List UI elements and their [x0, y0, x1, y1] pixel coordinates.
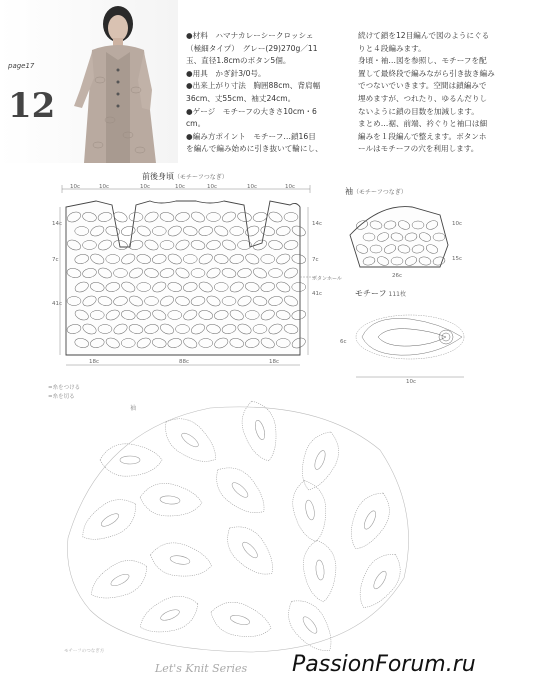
watermark: PassionForum.ru	[292, 652, 476, 677]
chart-motif-center	[229, 614, 250, 627]
chart-motif	[74, 490, 144, 550]
chart-motif-center	[313, 449, 328, 471]
legend-item: =糸を切る	[48, 394, 75, 400]
instruction-line: ●ゲージ モチーフの大きさ10cm・6	[186, 106, 317, 116]
chart-motif	[134, 589, 204, 642]
dimension-label: 18c	[88, 359, 100, 365]
instruction-line: cm。	[186, 119, 206, 129]
dimension-label: 41c	[52, 301, 63, 307]
dimension-label: 18c	[268, 359, 280, 365]
chart-motif	[279, 591, 343, 660]
schematic-diagrams	[0, 165, 539, 395]
chart-motif	[148, 539, 215, 582]
chart-motif	[156, 409, 225, 472]
instruction-line: を編んで編み始めに引き抜いて輪にし、	[186, 144, 323, 154]
dimension-label: 14c	[312, 221, 323, 227]
instruction-line: （極細タイプ） グレー(29)270g／11	[186, 43, 318, 53]
dimension-label: 10c	[452, 221, 463, 227]
chart-outline	[67, 407, 408, 652]
dimension-label: 41c	[312, 291, 323, 297]
dimension-label: 88c	[178, 359, 190, 365]
dimension-label: 26c	[392, 273, 403, 279]
instruction-line: でつないでいきます。空間は鎖編みで	[358, 81, 487, 91]
pattern-number: 12	[8, 86, 56, 126]
chart-motif	[207, 597, 275, 644]
instructions-right-column	[358, 30, 533, 156]
dimension-label: 15c	[452, 256, 463, 262]
button-hole-label: ボタンホール	[312, 276, 342, 282]
dimension-label: 10c	[284, 184, 296, 190]
dimension-label: 10c	[406, 379, 417, 385]
chart-motif-center	[169, 554, 190, 565]
model-photo	[0, 0, 178, 163]
chart-motif	[293, 426, 345, 495]
chart-motif	[207, 458, 275, 524]
chart-caption: モチーフのつなぎ方	[64, 649, 105, 654]
chart-motif-center	[240, 540, 259, 560]
instruction-line: ●出来上がり寸法 胸囲88cm、背肩幅	[186, 81, 321, 91]
dimension-label: 10c	[246, 184, 258, 190]
motif-detail	[356, 315, 464, 359]
instruction-line: りと４段編みます。	[358, 43, 426, 53]
dimension-label: 10c	[174, 184, 186, 190]
instruction-line: 身頃・袖…図を参照し、モチーフを配	[358, 56, 487, 66]
legend-item: =糸をつける	[48, 385, 81, 391]
dimension-label: 6c	[340, 339, 347, 345]
body-motif	[252, 211, 268, 223]
chart-motif-center	[301, 615, 320, 636]
instruction-line: ●材料 ハマナカレーシークロッシェ	[186, 31, 314, 40]
dimension-label: 7c	[52, 257, 59, 263]
instruction-line: 続けて鎖を12目編んで図のようにぐる	[358, 31, 490, 40]
sleeve-diagram-title: 袖（モチーフつなぎ）	[345, 187, 407, 196]
chart-motif	[218, 517, 284, 584]
instruction-line: 編みを１段編んで整えます。ボタンホ	[358, 131, 487, 141]
instruction-line: 36cm、丈55cm、袖丈24cm。	[186, 93, 296, 103]
chart-motif	[139, 481, 204, 519]
dimension-label: 10c	[98, 184, 110, 190]
chart-label: 袖	[130, 405, 137, 412]
chart-motif-center	[99, 511, 120, 528]
chart-motif	[236, 400, 284, 465]
chart-motif-center	[253, 419, 266, 440]
instruction-line: ないように鎖の目数を加減します。	[358, 106, 479, 116]
dimension-label: 10c	[69, 184, 81, 190]
dimension-label: 14c	[52, 221, 63, 227]
instruction-line: ●用具 かぎ針3/0号。	[186, 68, 266, 78]
instruction-line: ●編み方ポイント モチーフ…鎖16目	[186, 131, 316, 141]
chart-motif-center	[315, 560, 325, 581]
chart-motif	[288, 477, 332, 544]
chart-motif-center	[230, 480, 250, 499]
chart-motif-center	[180, 431, 201, 449]
chart-motif-center	[371, 569, 388, 590]
chart-motif-center	[120, 456, 140, 464]
chart-motif	[301, 538, 340, 603]
body-diagram-title: 前後身頃（モチーフつなぎ）	[142, 172, 228, 181]
dimension-label: 10c	[139, 184, 151, 190]
chart-motif-center	[159, 608, 181, 623]
instruction-line: まとめ…裾、前端、衿ぐりと袖口は細	[358, 119, 488, 129]
motif-diagram-title: モチーフ 111枚	[355, 289, 406, 298]
instruction-line: 玉、直径1.8cmのボタン5個。	[186, 56, 291, 66]
page-reference: page17	[8, 62, 35, 70]
chart-motif	[350, 546, 410, 616]
chart-motif	[341, 486, 397, 556]
instructions-left-column	[186, 30, 346, 156]
motif-joining-chart	[60, 400, 440, 662]
instruction-line: 置して最終段で編みながら引き抜き編み	[358, 68, 495, 78]
chart-motif-center	[362, 509, 378, 530]
chart-motif-center	[109, 572, 130, 588]
instruction-line: 埋めますが、つれたり、ゆるんだりし	[358, 93, 488, 103]
chart-motif-center	[304, 499, 316, 520]
chart-motif	[100, 444, 162, 476]
series-footer: Let's Knit Series	[155, 662, 248, 675]
chart-motif	[84, 552, 154, 609]
chart-motif-center	[160, 495, 181, 505]
sleeve-outline	[350, 207, 448, 267]
dimension-label: 7c	[312, 257, 319, 263]
instruction-line: ールはモチーフの穴を利用します。	[358, 144, 479, 154]
dimension-label: 10c	[206, 184, 218, 190]
